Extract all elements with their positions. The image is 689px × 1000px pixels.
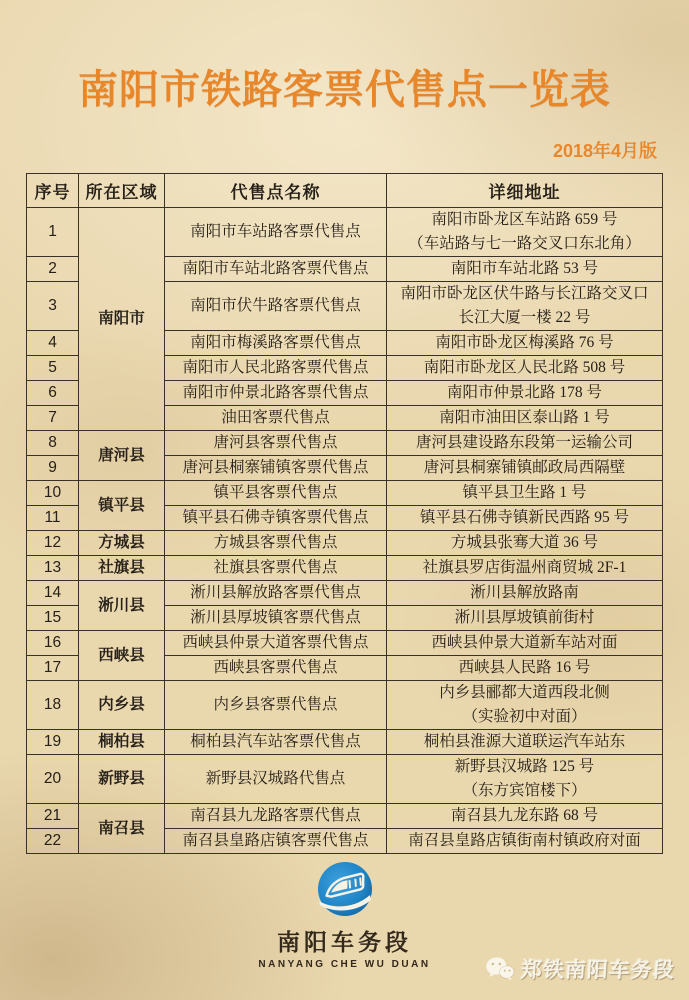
serial-cell: 17 — [27, 656, 79, 681]
table-row — [27, 681, 663, 730]
address-cell — [387, 381, 663, 406]
watermark — [484, 954, 676, 984]
address-cell — [387, 431, 663, 456]
serial-cell: 8 — [27, 431, 79, 456]
address-cell — [387, 755, 663, 804]
region-cell: 桐柏县 — [79, 730, 165, 755]
address-line: 南召县九龙东路 68 号 — [450, 807, 599, 824]
region-cell: 西峡县 — [79, 631, 165, 681]
serial-cell: 5 — [27, 356, 79, 381]
serial-cell: 19 — [27, 730, 79, 755]
address-line: 淅川县解放路南 — [470, 584, 579, 601]
table-row — [27, 481, 663, 506]
serial-cell: 9 — [27, 456, 79, 481]
serial-cell: 18 — [27, 681, 79, 730]
office-name-cell: 新野县汉城路代售点 — [165, 755, 387, 804]
region-cell: 南召县 — [79, 804, 165, 854]
office-name-cell: 南阳市车站路客票代售点 — [165, 208, 387, 257]
office-name-cell: 方城县客票代售点 — [165, 531, 387, 556]
office-name-cell: 唐河县桐寨铺镇客票代售点 — [165, 456, 387, 481]
office-name-cell: 南召县九龙路客票代售点 — [165, 804, 387, 829]
serial-cell: 22 — [27, 829, 79, 854]
address-cell — [387, 829, 663, 854]
address-cell — [387, 456, 663, 481]
office-name-cell: 南阳市伏牛路客票代售点 — [165, 282, 387, 331]
address-line: 南阳市油田区泰山路 1 号 — [439, 409, 610, 426]
address-line: 方城县张骞大道 36 号 — [450, 534, 599, 551]
address-cell — [387, 481, 663, 506]
address-line: 长江大厦一楼 22 号 — [458, 309, 591, 326]
address-cell — [387, 331, 663, 356]
table-row — [27, 556, 663, 581]
address-line: 镇平县卫生路 1 号 — [462, 484, 587, 501]
address-line: （车站路与七一路交叉口东北角） — [408, 235, 641, 252]
office-name-cell: 南阳市梅溪路客票代售点 — [165, 331, 387, 356]
address-cell — [387, 282, 663, 331]
address-line: 西峡县人民路 16 号 — [458, 659, 591, 676]
table-row — [27, 431, 663, 456]
address-line: 西峡县仲景大道新车站对面 — [431, 634, 618, 651]
page-title: 南阳市铁路客票代售点一览表 — [78, 68, 611, 112]
address-line: （实验初中对面） — [462, 708, 587, 725]
address-line: 南阳市车站北路 53 号 — [450, 260, 599, 277]
table-row — [27, 208, 663, 257]
address-cell — [387, 257, 663, 282]
address-cell — [387, 631, 663, 656]
serial-cell: 13 — [27, 556, 79, 581]
address-line: 南阳市仲景北路 178 号 — [446, 384, 602, 401]
office-name-cell: 西峡县仲景大道客票代售点 — [165, 631, 387, 656]
address-line: 淅川县厚坡镇前街村 — [454, 609, 595, 626]
serial-cell: 11 — [27, 506, 79, 531]
edition-label: 2018年4月版 — [552, 141, 657, 161]
region-cell: 南阳市 — [79, 208, 165, 431]
column-header-region: 所在区域 — [79, 174, 165, 208]
address-cell — [387, 606, 663, 631]
office-name-cell: 桐柏县汽车站客票代售点 — [165, 730, 387, 755]
address-line: 新野县汉城路 125 号 — [454, 758, 595, 775]
region-cell: 方城县 — [79, 531, 165, 556]
column-header-name: 代售点名称 — [165, 174, 387, 208]
serial-cell: 3 — [27, 282, 79, 331]
office-name-cell: 社旗县客票代售点 — [165, 556, 387, 581]
address-cell — [387, 356, 663, 381]
logo-title: 南阳车务段 — [277, 929, 412, 955]
watermark-text: 郑铁南阳车务段 — [520, 959, 676, 982]
address-cell — [387, 208, 663, 257]
office-name-cell: 镇平县客票代售点 — [165, 481, 387, 506]
serial-cell: 10 — [27, 481, 79, 506]
serial-cell: 15 — [27, 606, 79, 631]
address-cell — [387, 681, 663, 730]
office-name-cell: 淅川县解放路客票代售点 — [165, 581, 387, 606]
region-cell: 社旗县 — [79, 556, 165, 581]
office-name-cell: 油田客票代售点 — [165, 406, 387, 431]
serial-cell: 2 — [27, 257, 79, 282]
region-cell: 淅川县 — [79, 581, 165, 631]
address-cell — [387, 581, 663, 606]
wechat-icon — [484, 956, 516, 982]
address-line: （东方宾馆楼下） — [462, 782, 587, 799]
table-row — [27, 730, 663, 755]
address-line: 桐柏县淮源大道联运汽车站东 — [423, 733, 626, 750]
serial-cell: 1 — [27, 208, 79, 257]
address-line: 内乡县郦都大道西段北侧 — [439, 684, 610, 701]
serial-cell: 16 — [27, 631, 79, 656]
address-cell — [387, 656, 663, 681]
serial-cell: 7 — [27, 406, 79, 431]
serial-cell: 12 — [27, 531, 79, 556]
address-cell — [387, 730, 663, 755]
serial-cell: 14 — [27, 581, 79, 606]
address-cell — [387, 804, 663, 829]
office-name-cell: 唐河县客票代售点 — [165, 431, 387, 456]
office-name-cell: 淅川县厚坡镇客票代售点 — [165, 606, 387, 631]
region-cell: 内乡县 — [79, 681, 165, 730]
address-line: 南阳市卧龙区梅溪路 76 号 — [435, 334, 614, 351]
address-line: 社旗县罗店街温州商贸城 2F-1 — [422, 559, 627, 576]
column-header-serial: 序号 — [27, 174, 79, 208]
address-line: 南召县皇路店镇街南村镇政府对面 — [408, 832, 641, 849]
ticket-agency-table — [26, 173, 663, 854]
office-name-cell: 镇平县石佛寺镇客票代售点 — [165, 506, 387, 531]
address-cell — [387, 556, 663, 581]
region-cell: 镇平县 — [79, 481, 165, 531]
office-name-cell: 内乡县客票代售点 — [165, 681, 387, 730]
office-name-cell: 南阳市仲景北路客票代售点 — [165, 381, 387, 406]
railway-bureau-logo-icon — [316, 860, 374, 918]
office-name-cell: 南阳市车站北路客票代售点 — [165, 257, 387, 282]
office-name-cell: 西峡县客票代售点 — [165, 656, 387, 681]
office-name-cell: 南阳市人民北路客票代售点 — [165, 356, 387, 381]
region-cell: 唐河县 — [79, 431, 165, 481]
address-line: 南阳市卧龙区伏牛路与长江路交叉口 — [400, 285, 649, 302]
address-line: 镇平县石佛寺镇新民西路 95 号 — [419, 509, 630, 526]
table-row — [27, 531, 663, 556]
address-cell — [387, 506, 663, 531]
table-row — [27, 804, 663, 829]
serial-cell: 21 — [27, 804, 79, 829]
address-line: 南阳市卧龙区人民北路 508 号 — [423, 359, 626, 376]
office-name-cell: 南召县皇路店镇客票代售点 — [165, 829, 387, 854]
table-row — [27, 581, 663, 606]
serial-cell: 4 — [27, 331, 79, 356]
table-body — [27, 208, 663, 854]
table-row — [27, 631, 663, 656]
serial-cell: 20 — [27, 755, 79, 804]
serial-cell: 6 — [27, 381, 79, 406]
address-line: 唐河县桐寨铺镇邮政局西隔壁 — [423, 459, 626, 476]
address-line: 唐河县建设路东段第一运输公司 — [415, 434, 633, 451]
logo-subtitle: NANYANG CHE WU DUAN — [258, 959, 431, 970]
address-line: 南阳市卧龙区车站路 659 号 — [431, 211, 618, 228]
column-header-address: 详细地址 — [387, 174, 663, 208]
table-row — [27, 755, 663, 804]
address-cell — [387, 406, 663, 431]
region-cell: 新野县 — [79, 755, 165, 804]
address-cell — [387, 531, 663, 556]
table-header-row — [27, 174, 663, 208]
